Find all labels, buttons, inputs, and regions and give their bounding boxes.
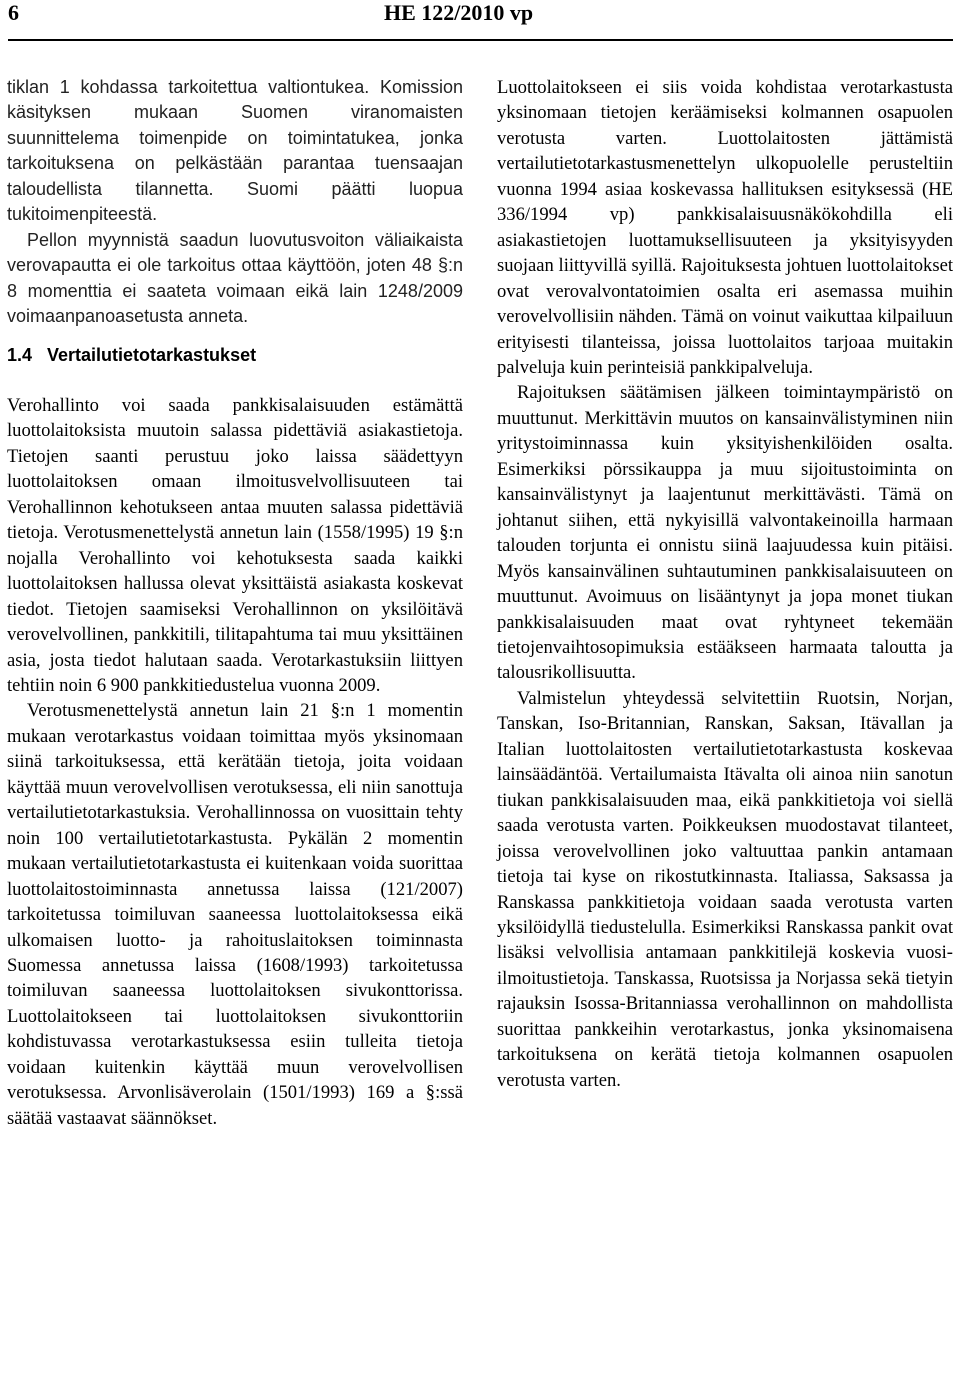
- left-column: [7, 75, 463, 1131]
- page-number: 6: [8, 0, 19, 25]
- spacer: [7, 330, 463, 343]
- section-title: Vertailutietotarkastukset: [47, 344, 257, 365]
- document-id: HE 122/2010 vp: [384, 0, 534, 25]
- paragraph-valmistelu: Valmistelun yhteydessä selvitettiin Ruotsin, Norjan, Tanskan, Iso-Britannian, Ranskan, Saksan, Itävallan ja Italian luottolaitosten vertailutietotarkastusta koskevaa lainsäädäntöä. Vertailumaista Itävalta oli ainoa niin sanotun tiukan pankkisalaisuuden maa, eikä pankkitietoja voi siellä saada verotusta varten. Poikkeuksen muodostavat tilanteet, joissa verovelvollinen joko valtuuttaa pankin antamaan tietoja tai kyse on rikostutkinnasta. Italiassa, Saksassa ja Ranskassa pankkitietoja voidaan saada verotusta varten yksilöidyllä tiedustelulla. Esimerkiksi Ranskassa pankit ovat lisäksi velvollisia antamaan pankkitilejä koskevia vuosi-ilmoitustietoja. Tanskassa, Ruotsissa ja Norjassa sekä tietyin rajauksin Isossa-Britanniassa verohallinnon on mahdollista suorittaa pankkeihin verotarkastus, jonka yksinomaisena tarkoituksena on kerätä tietoja kolmannen osapuolen verotusta varten.: [497, 687, 953, 1091]
- right-column: [497, 75, 953, 1093]
- header-rule: [8, 39, 953, 41]
- section-number: 1.4: [7, 344, 33, 365]
- spacer: [7, 368, 463, 393]
- paragraph-verotusmenettely: Verotusmenettelystä annetun lain 21 §:n 1 momentin mukaan verotarkastus voidaan toimittaa myös yksinomaan siinä tarkoituksessa, että kerätään tietoja, joita voidaan käyttää muun verovelvollisen verotuksessa, eli niin sanottuja vertailutietotarkastuksia. Verohallinnossa on vuosittain tehty noin 100 vertailutietotarkastusta. Pykälän 2 momentin mukaan vertailutietotarkastusta ei kuitenkaan voida suorittaa luottolaitostoiminnasta annetussa laissa (121/2007) tarkoitetussa toimiluvan saaneessa luottolaitoksessa eikä ulkomaisen luotto- ja rahoituslaitoksen toiminnasta Suomessa annetussa laissa (1608/1993) tarkoitetussa toimiluvan saaneessa luottolaitoksen sivukonttorissa. Luottolaitokseen tai luottolaitoksen sivukonttoriin kohdistuvassa verotarkastuksessa esiin tulleita tietoja voidaan kuitenkin käyttää muun verovelvollisen verotuksessa. Arvonlisäverolain (1501/1993) 169 a §:ssä säätää vastaavat säännökset.: [7, 700, 463, 1129]
- paragraph-verohallinto: Verohallinto voi saada pankkisalaisuuden estämättä luottolaitoksista muutoin salassa pidettäviä asiakastietoja. Tietojen saanti perustuu joko laissa säädettyyn luottolaitoksen omaan ilmoitusvelvollisuuteen tai Verohallinnon kehotukseen antaa muuten salassa pidettäviä tietoja. Verotusmenettelystä annetun lain (1558/1995) 19 §:n nojalla Verohallinto voi kehotuksesta saada kaikki luottolaitoksen hallussa olevat yksittäistä asiakasta koskevat tiedot. Tietojen saamiseksi Verohallinnon on yksilöitävä verovelvollinen, pankkitili, tilitapahtuma tai muu yksittäinen asia, josta tiedot halutaan saada. Verotarkastuksiin liittyen tehtiin noin 6 900 pankkitiedustelua vuonna 2009.: [7, 394, 463, 696]
- paragraph-pellon-myynti: Pellon myynnistä saadun luovutusvoiton väliaikaista verovapautta ei ole tarkoitus ottaa käyttöön, joten 48 §:n 8 momenttia ei saateta voimaan eikä lain 1248/2009 voimaanpanoasetusta anneta.: [7, 229, 463, 327]
- paragraph-valtiontuki: tiklan 1 kohdassa tarkoitettua valtiontukea. Komission käsityksen mukaan Suomen viranomaisten suunnittelema toimenpide on toimintatukea, jonka tarkoituksena on pelkästään parantaa tuensaajan taloudellista tilannetta. Suomi päätti luopua tukitoimenpiteestä.: [7, 77, 463, 225]
- paragraph-luottolaitos: Luottolaitokseen ei siis voida kohdistaa verotarkastusta yksinomaan tietojen keräämiseksi kolmannen osapuolen verotusta varten. Luottolaitosten jättämistä vertailutietotarkastusmenettelyn ulkopuolelle perusteltiin vuonna 1994 asiaa koskevassa hallituksen esityksessä (HE 336/1994 vp) pankkisalaisuusnäkökohdilla eli asiakastietojen luottamuksellisuuteen ja yksityisyyden suojaan liittyvillä syillä. Rajoituksesta johtuen luottolaitokset ovat verovalvontatoimien osalta eri asemassa muihin verovelvollisiin nähden. Tämä on voinut vaikuttaa kilpailuun erityisesti tilanteissa, joissa luottolaitos tarjoaa muitakin palveluja kuin perinteisiä pankkipalveluja.: [497, 77, 953, 378]
- paragraph-rajoitus: Rajoituksen säätämisen jälkeen toimintaympäristö on muuttunut. Merkittävin muutos on kansainvälistyminen niin yritystoiminnassa kuin yksityishenkilöiden osalta. Esimerkiksi pörssikauppa ja muu sijoitustoiminta on kansainvälistynyt ja laajentunut merkittävästi. Tämä on johtanut siihen, että nykyisillä valvontakeinoilla harmaan talouden torjunta ei onnistu siinä laajuudessa kuin pitäisi. Myös kansainvälinen suhtautuminen pankkisalaisuuteen on muuttunut. Avoimuus on lisääntynyt ja jopa monet tiukan pankkisalaisuuden maat ovat ryhtyneet tekemään tietojenvaihtosopimuksia estääkseen harmaata taloutta ja talousrikollisuutta.: [497, 382, 953, 684]
- section-heading: [7, 343, 463, 368]
